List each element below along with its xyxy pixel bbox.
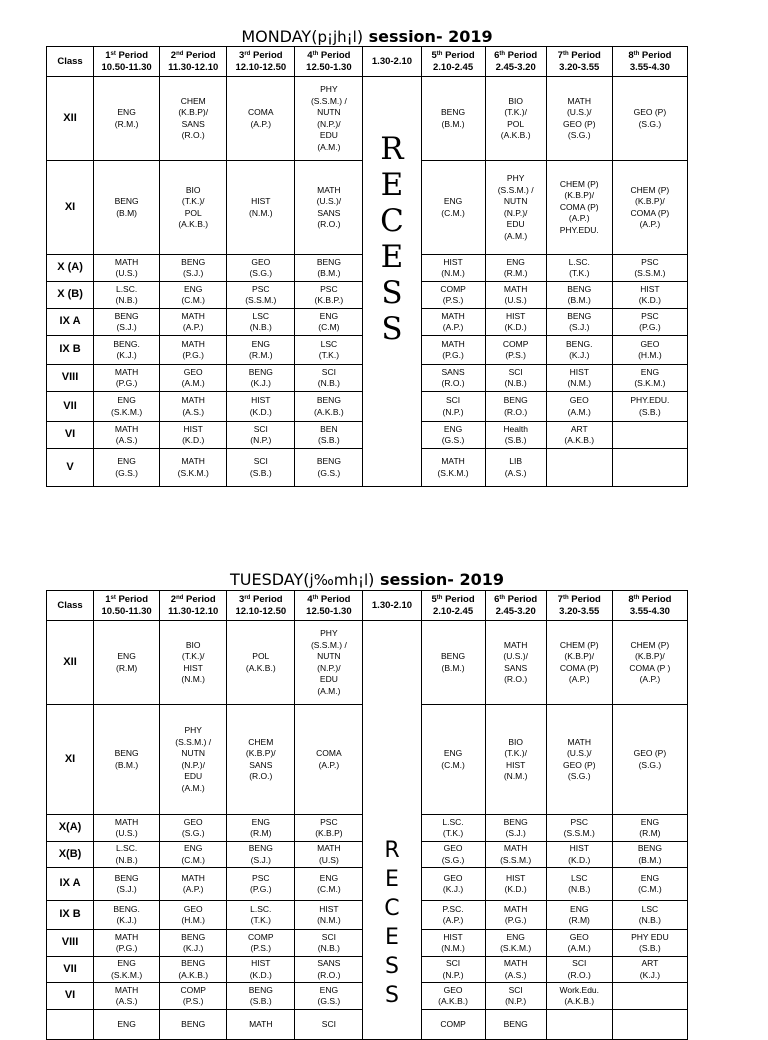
class-label: XI <box>47 161 94 255</box>
column-header: Class <box>47 47 94 77</box>
period-time: 1.30-2.10 <box>371 55 413 67</box>
period-cell: GEO (S.G.) <box>160 815 227 842</box>
period-cell: CHEM (P) (K.B.P)/ COMA (P) (A.P.) <box>546 621 612 705</box>
tuesday-day: TUESDAY( <box>230 570 310 589</box>
period-cell: ENG (C.M.) <box>160 282 227 309</box>
period-cell: ENG (S.K.M.) <box>485 930 546 957</box>
class-label: VIII <box>47 365 94 392</box>
period-cell: PHY (S.S.M.) / NUTN (N.P.)/ EDU (A.M.) <box>295 77 363 161</box>
tuesday-close: ) <box>368 570 375 589</box>
period-cell: BENG (S.J.) <box>485 815 546 842</box>
recess-letter: R <box>380 131 404 167</box>
period-cell: BENG (A.K.B.) <box>160 957 227 983</box>
period-cell: ENG (G.S.) <box>295 983 363 1010</box>
column-header: 7th Period 3.20-3.55 <box>546 47 612 77</box>
period-cell: MATH (A.P.) <box>421 309 485 336</box>
period-time: 12.50-1.30 <box>306 61 352 73</box>
period-cell: ENG (R.M.) <box>94 77 160 161</box>
recess-letter: E <box>380 239 404 275</box>
period-cell: ENG (R.M.) <box>485 255 546 282</box>
period-cell: L.SC. (T.K.) <box>421 815 485 842</box>
class-label: V <box>47 449 94 487</box>
period-cell: BENG (G.S.) <box>295 449 363 487</box>
class-label: VI <box>47 422 94 449</box>
recess-letter: C <box>380 203 404 239</box>
period-cell <box>546 1010 612 1040</box>
recess-letter: S <box>384 954 399 979</box>
period-cell: GEO (A.M.) <box>546 930 612 957</box>
period-cell: HIST (K.D.) <box>227 957 295 983</box>
period-cell: L.SC. (T.K.) <box>546 255 612 282</box>
period-cell: SCI (N.B.) <box>295 365 363 392</box>
period-cell: MATH (P.G.) <box>421 336 485 365</box>
recess-letter: R <box>384 838 400 863</box>
period-cell: ENG (G.S.) <box>94 449 160 487</box>
class-label: XII <box>47 621 94 705</box>
header-row <box>47 47 688 77</box>
period-cell: ENG (C.M) <box>295 309 363 336</box>
period-cell: CHEM (K.B.P)/ SANS (R.O.) <box>227 705 295 815</box>
column-header: Class <box>47 591 94 621</box>
period-cell: LSC (N.B.) <box>612 901 687 930</box>
period-cell: ENG (S.K.M.) <box>612 365 687 392</box>
period-cell: GEO (A.K.B.) <box>421 983 485 1010</box>
tuesday-timetable <box>46 590 688 1040</box>
period-cell: HIST (N.M.) <box>546 365 612 392</box>
period-cell: BENG (B.M.) <box>421 77 485 161</box>
period-cell: BENG (B.M.) <box>421 621 485 705</box>
class-label: X (A) <box>47 255 94 282</box>
period-cell: LSC (N.B.) <box>546 868 612 901</box>
column-header: 1st Period 10.50-11.30 <box>94 47 160 77</box>
period-cell: MATH (U.S.)/ GEO (P) (S.G.) <box>546 77 612 161</box>
period-cell: MATH (A.S.) <box>94 422 160 449</box>
column-header: 3rd Period 12.10-12.50 <box>227 47 295 77</box>
period-cell: BENG (S.J.) <box>546 309 612 336</box>
period-time: 12.10-12.50 <box>235 605 287 617</box>
period-cell: P.SC. (A.P.) <box>421 901 485 930</box>
recess-letter: S <box>384 983 399 1008</box>
period-cell: ENG (S.K.M.) <box>94 957 160 983</box>
period-cell: BENG <box>160 1010 227 1040</box>
period-cell: BENG (A.K.B.) <box>295 392 363 422</box>
table-row <box>47 621 688 705</box>
period-time: 2.45-3.20 <box>495 605 536 617</box>
period-cell: SCI (N.P.) <box>421 957 485 983</box>
period-cell: HIST (K.D.) <box>485 309 546 336</box>
column-header: 1st Period 10.50-11.30 <box>94 591 160 621</box>
monday-session: session- 2019 <box>363 27 493 46</box>
recess-letter: S <box>381 275 403 311</box>
period-cell: Health (S.B.) <box>485 422 546 449</box>
class-label: VII <box>47 957 94 983</box>
column-header: 3rd Period 12.10-12.50 <box>227 591 295 621</box>
period-cell: ENG (R.M) <box>227 815 295 842</box>
class-label: IX B <box>47 336 94 365</box>
column-header: 2nd Period 11.30-12.10 <box>160 591 227 621</box>
period-cell: BENG (S.J.) <box>160 255 227 282</box>
period-cell: ENG (C.M.) <box>612 868 687 901</box>
period-cell: BIO (T.K.)/ HIST (N.M.) <box>485 705 546 815</box>
period-cell: SCI (N.P.) <box>421 392 485 422</box>
period-cell: MATH (U.S.)/ SANS (R.O.) <box>485 621 546 705</box>
column-header: 5th Period 2.10-2.45 <box>421 47 485 77</box>
period-cell: COMP (P.S.) <box>160 983 227 1010</box>
period-cell: ENG (R.M) <box>546 901 612 930</box>
period-cell: HIST (N.M.) <box>227 161 295 255</box>
period-cell: BENG (B.M.) <box>94 705 160 815</box>
period-cell: MATH (S.S.M.) <box>485 842 546 868</box>
period-cell: GEO (H.M.) <box>612 336 687 365</box>
period-time: 3.20-3.55 <box>559 61 600 73</box>
period-cell: SCI (N.P.) <box>227 422 295 449</box>
period-time: 11.30-12.10 <box>168 61 219 73</box>
period-cell: BENG (S.J.) <box>227 842 295 868</box>
period-cell: SCI (N.B.) <box>485 365 546 392</box>
class-label: IX A <box>47 868 94 901</box>
period-cell: BENG (K.J.) <box>227 365 295 392</box>
recess-letter: E <box>385 925 399 950</box>
column-header: 6th Period 2.45-3.20 <box>485 47 546 77</box>
period-cell: SCI (N.P.) <box>485 983 546 1010</box>
period-cell: BEN (S.B.) <box>295 422 363 449</box>
period-cell: COMP <box>421 1010 485 1040</box>
period-cell: BENG (B.M) <box>94 161 160 255</box>
period-cell: MATH (S.K.M.) <box>160 449 227 487</box>
period-cell: PHY (S.S.M.) / NUTN (N.P.)/ EDU (A.M.) <box>160 705 227 815</box>
period-cell: BENG <box>485 1010 546 1040</box>
period-cell <box>546 449 612 487</box>
monday-timetable <box>46 46 688 487</box>
period-cell: BIO (T.K.)/ POL (A.K.B.) <box>485 77 546 161</box>
monday-title <box>0 27 734 47</box>
period-cell: PSC (S.S.M.) <box>612 255 687 282</box>
period-cell: LSC (N.B.) <box>227 309 295 336</box>
period-time: 3.55-4.30 <box>629 61 670 73</box>
period-cell: CHEM (P) (K.B.P)/ COMA (P) (A.P.) <box>612 161 687 255</box>
period-cell: HIST (N.M.) <box>421 255 485 282</box>
period-cell: GEO (P) (S.G.) <box>612 705 687 815</box>
period-time: 11.30-12.10 <box>168 605 219 617</box>
class-label: XII <box>47 77 94 161</box>
period-cell: HIST (K.D.) <box>160 422 227 449</box>
period-time: 3.20-3.55 <box>559 605 600 617</box>
tuesday-bangla: j‰mh¡l <box>309 571 369 589</box>
period-cell: BIO (T.K.)/ HIST (N.M.) <box>160 621 227 705</box>
period-cell: PHY (S.S.M.) / NUTN (N.P.)/ EDU (A.M.) <box>295 621 363 705</box>
period-cell: BENG (B.M.) <box>612 842 687 868</box>
column-header: 6th Period 2.45-3.20 <box>485 591 546 621</box>
recess-letter: E <box>385 867 399 892</box>
period-cell: BENG. (K.J.) <box>94 336 160 365</box>
period-cell: BENG (S.J.) <box>94 309 160 336</box>
monday-bangla: p¡jh¡l <box>317 28 357 46</box>
period-cell: COMP (P.S.) <box>485 336 546 365</box>
period-cell <box>612 983 687 1010</box>
period-cell: SCI <box>295 1010 363 1040</box>
period-cell: MATH (S.K.M.) <box>421 449 485 487</box>
period-cell: HIST (N.M.) <box>421 930 485 957</box>
period-cell: L.SC. (T.K.) <box>227 901 295 930</box>
period-cell: PSC (K.B.P) <box>295 815 363 842</box>
period-time: 2.45-3.20 <box>495 61 536 73</box>
class-label: X(B) <box>47 842 94 868</box>
period-cell: PSC (P.G.) <box>612 309 687 336</box>
period-cell: LSC (T.K.) <box>295 336 363 365</box>
tuesday-title <box>0 570 734 590</box>
period-cell: COMP (P.S.) <box>227 930 295 957</box>
period-cell: HIST (K.D.) <box>612 282 687 309</box>
recess-letter: E <box>380 167 404 203</box>
period-cell: COMA (A.P.) <box>227 77 295 161</box>
period-time: 12.10-12.50 <box>235 61 287 73</box>
period-cell: MATH (A.S.) <box>94 983 160 1010</box>
class-label: IX B <box>47 901 94 930</box>
period-cell: SCI (S.B.) <box>227 449 295 487</box>
period-cell: MATH (U.S.) <box>485 282 546 309</box>
column-header <box>363 47 421 77</box>
recess-column <box>363 621 421 1040</box>
period-cell: BENG (K.J.) <box>160 930 227 957</box>
period-cell: BENG (B.M.) <box>295 255 363 282</box>
period-cell: BENG (S.B.) <box>227 983 295 1010</box>
period-time: 3.55-4.30 <box>629 605 670 617</box>
period-cell: MATH (U.S.)/ GEO (P) (S.G.) <box>546 705 612 815</box>
period-cell: L.SC. (N.B.) <box>94 842 160 868</box>
class-label: VIII <box>47 930 94 957</box>
period-cell: PSC (S.S.M.) <box>227 282 295 309</box>
period-cell: PHY.EDU. (S.B.) <box>612 392 687 422</box>
period-cell: COMA (A.P.) <box>295 705 363 815</box>
period-cell: PSC (S.S.M.) <box>546 815 612 842</box>
class-label: X (B) <box>47 282 94 309</box>
period-cell: SCI (R.O.) <box>546 957 612 983</box>
period-cell: BENG. (K.J.) <box>94 901 160 930</box>
monday-day: MONDAY( <box>241 27 318 46</box>
period-cell: ENG (G.S.) <box>421 422 485 449</box>
period-cell: COMP (P.S.) <box>421 282 485 309</box>
period-cell: MATH (U.S.) <box>94 255 160 282</box>
period-cell: MATH (A.P.) <box>160 868 227 901</box>
period-cell: MATH (U.S.)/ SANS (R.O.) <box>295 161 363 255</box>
period-cell: POL (A.K.B.) <box>227 621 295 705</box>
period-cell: CHEM (P) (K.B.P)/ COMA (P ) (A.P.) <box>612 621 687 705</box>
period-cell: ENG (C.M.) <box>421 161 485 255</box>
tuesday-session: session- 2019 <box>374 570 504 589</box>
column-header: 2nd Period 11.30-12.10 <box>160 47 227 77</box>
period-cell: PHY EDU (S.B.) <box>612 930 687 957</box>
period-cell: CHEM (K.B.P)/ SANS (R.O.) <box>160 77 227 161</box>
period-cell: GEO (A.M.) <box>546 392 612 422</box>
table-row <box>47 77 688 161</box>
column-header: 8th Period 3.55-4.30 <box>612 591 687 621</box>
period-time: 10.50-11.30 <box>101 605 152 617</box>
period-cell: BIO (T.K.)/ POL (A.K.B.) <box>160 161 227 255</box>
period-time: 12.50-1.30 <box>306 605 352 617</box>
period-cell: ENG <box>94 1010 160 1040</box>
period-cell: GEO (P) (S.G.) <box>612 77 687 161</box>
period-cell: MATH (P.G.) <box>94 930 160 957</box>
period-cell: ART (A.K.B.) <box>546 422 612 449</box>
period-cell: MATH <box>227 1010 295 1040</box>
header-row <box>47 591 688 621</box>
period-cell: PSC (P.G.) <box>227 868 295 901</box>
column-header: 4th Period 12.50-1.30 <box>295 47 363 77</box>
class-label: VI <box>47 983 94 1010</box>
period-cell: HIST (N.M.) <box>295 901 363 930</box>
column-header: 4th Period 12.50-1.30 <box>295 591 363 621</box>
period-cell: GEO (A.M.) <box>160 365 227 392</box>
period-cell: ART (K.J.) <box>612 957 687 983</box>
period-cell: PSC (K.B.P.) <box>295 282 363 309</box>
class-label: X(A) <box>47 815 94 842</box>
monday-close: ) <box>356 27 364 46</box>
period-cell: ENG (C.M.) <box>295 868 363 901</box>
period-cell: PHY (S.S.M.) / NUTN (N.P.)/ EDU (A.M.) <box>485 161 546 255</box>
class-label: VII <box>47 392 94 422</box>
period-time: 2.10-2.45 <box>432 61 474 73</box>
period-cell: L.SC. (N.B.) <box>94 282 160 309</box>
period-cell: GEO (K.J.) <box>421 868 485 901</box>
period-cell: ENG (R.M) <box>612 815 687 842</box>
period-cell: BENG (B.M.) <box>546 282 612 309</box>
period-cell: GEO (S.G.) <box>227 255 295 282</box>
period-cell: SANS (R.O.) <box>421 365 485 392</box>
period-cell: ENG (S.K.M.) <box>94 392 160 422</box>
period-cell: HIST (K.D.) <box>227 392 295 422</box>
column-header: 7th Period 3.20-3.55 <box>546 591 612 621</box>
period-cell: MATH (A.P.) <box>160 309 227 336</box>
period-cell: CHEM (P) (K.B.P)/ COMA (P) (A.P.) PHY.EDU. <box>546 161 612 255</box>
period-time: 1.30-2.10 <box>371 599 413 611</box>
period-time: 2.10-2.45 <box>432 605 474 617</box>
period-cell: BENG (S.J.) <box>94 868 160 901</box>
class-label: XI <box>47 705 94 815</box>
period-cell: MATH (U.S) <box>295 842 363 868</box>
column-header: 8th Period 3.55-4.30 <box>612 47 687 77</box>
period-cell: MATH (A.S.) <box>160 392 227 422</box>
period-time: 10.50-11.30 <box>101 61 152 73</box>
class-label <box>47 1010 94 1040</box>
recess-column <box>363 77 421 487</box>
period-cell: HIST (K.D.) <box>546 842 612 868</box>
column-header <box>363 591 421 621</box>
period-cell <box>612 422 687 449</box>
class-label: IX A <box>47 309 94 336</box>
column-header: 5th Period 2.10-2.45 <box>421 591 485 621</box>
period-cell: BENG. (K.J.) <box>546 336 612 365</box>
recess-letter: C <box>384 896 400 921</box>
period-cell <box>612 449 687 487</box>
period-cell: ENG (R.M) <box>94 621 160 705</box>
recess-letter: S <box>381 311 403 347</box>
period-cell: GEO (H.M.) <box>160 901 227 930</box>
period-cell: ENG (C.M.) <box>421 705 485 815</box>
period-cell: HIST (K.D.) <box>485 868 546 901</box>
period-cell: BENG (R.O.) <box>485 392 546 422</box>
period-cell: MATH (P.G.) <box>485 901 546 930</box>
period-cell: MATH (U.S.) <box>94 815 160 842</box>
period-cell: MATH (A.S.) <box>485 957 546 983</box>
period-cell: MATH (P.G.) <box>94 365 160 392</box>
period-cell: LIB (A.S.) <box>485 449 546 487</box>
period-cell: ENG (C.M.) <box>160 842 227 868</box>
period-cell <box>612 1010 687 1040</box>
period-cell: SCI (N.B.) <box>295 930 363 957</box>
period-cell: GEO (S.G.) <box>421 842 485 868</box>
period-cell: MATH (P.G.) <box>160 336 227 365</box>
period-cell: Work.Edu. (A.K.B.) <box>546 983 612 1010</box>
period-cell: SANS (R.O.) <box>295 957 363 983</box>
period-cell: ENG (R.M.) <box>227 336 295 365</box>
